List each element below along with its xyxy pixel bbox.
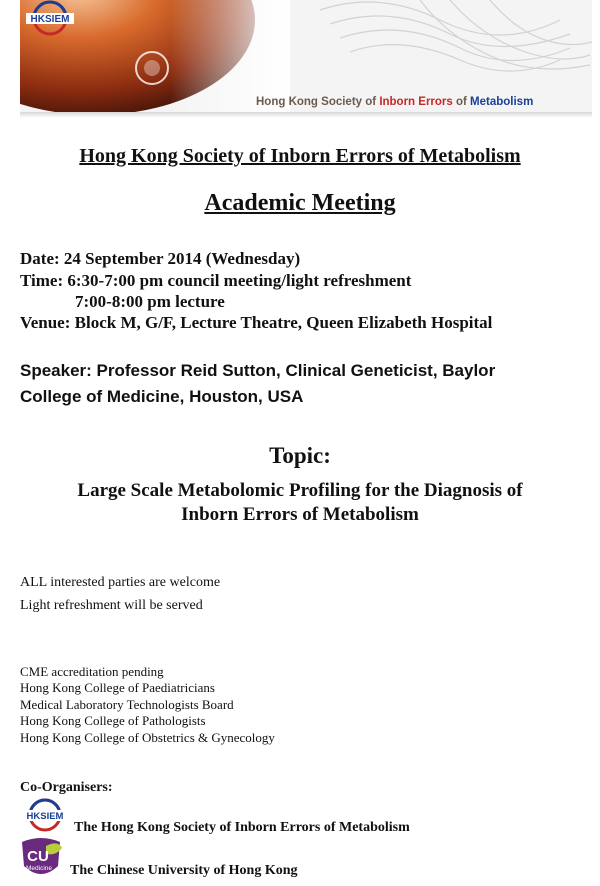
topic-line-2: Inborn Errors of Metabolism xyxy=(181,504,419,525)
speaker-info: Speaker: Professor Reid Sutton, Clinical Geneticist, Baylor College of Medicine, Houston, USA xyxy=(20,361,496,406)
header-banner xyxy=(20,0,592,112)
meeting-title: Academic Meeting xyxy=(204,190,396,216)
hksiem-small-logo xyxy=(21,797,69,833)
banner-shadow xyxy=(20,112,592,118)
cme-item: Medical Laboratory Technologists Board xyxy=(20,696,234,712)
banner-text-part1: Hong Kong Society of xyxy=(256,96,380,108)
cme-block xyxy=(20,664,275,746)
cme-item: Hong Kong College of Paediatricians xyxy=(20,680,215,696)
cme-title: CME accreditation pending xyxy=(20,664,164,679)
cu-medicine-logo xyxy=(18,836,64,880)
topic-label: Topic: xyxy=(269,443,331,468)
topic-title xyxy=(0,479,600,527)
co-organisers-label: Co-Organisers: xyxy=(20,780,113,795)
meeting-time-lecture: 7:00-8:00 pm lecture xyxy=(75,292,225,311)
cme-item: Hong Kong College of Obstetrics & Gynecology xyxy=(20,729,275,745)
svg-text:HKSIEM: HKSIEM xyxy=(30,14,70,25)
svg-text:Medicine: Medicine xyxy=(25,865,53,872)
hksiem-logo xyxy=(20,0,80,36)
banner-text-part4: Metabolism xyxy=(470,96,534,108)
meeting-date: Date: 24 September 2014 (Wednesday) xyxy=(20,249,301,268)
svg-text:HKSIEM: HKSIEM xyxy=(26,811,64,822)
meeting-venue: Venue: Block M, G/F, Lecture Theatre, Queen Elizabeth Hospital xyxy=(20,313,493,332)
cme-item: Hong Kong College of Pathologists xyxy=(20,713,206,729)
topic-line-1: Large Scale Metabolomic Profiling for the Diagnosis of xyxy=(77,480,523,501)
refreshment-note: Light refreshment will be served xyxy=(20,598,203,613)
co-organiser-cuhk: The Chinese University of Hong Kong xyxy=(70,863,298,878)
banner-society-name xyxy=(256,96,533,108)
meeting-time: Time: 6:30-7:00 pm council meeting/light refreshment xyxy=(20,271,412,290)
society-title: Hong Kong Society of Inborn Errors of Metabolism xyxy=(79,145,521,167)
svg-text:CU: CU xyxy=(27,848,49,865)
banner-text-part3: of xyxy=(452,96,471,108)
co-organiser-hksiem: The Hong Kong Society of Inborn Errors of Metabolism xyxy=(74,820,410,835)
welcome-note: ALL interested parties are welcome xyxy=(20,575,221,590)
banner-text-part2: Inborn Errors xyxy=(379,96,453,108)
